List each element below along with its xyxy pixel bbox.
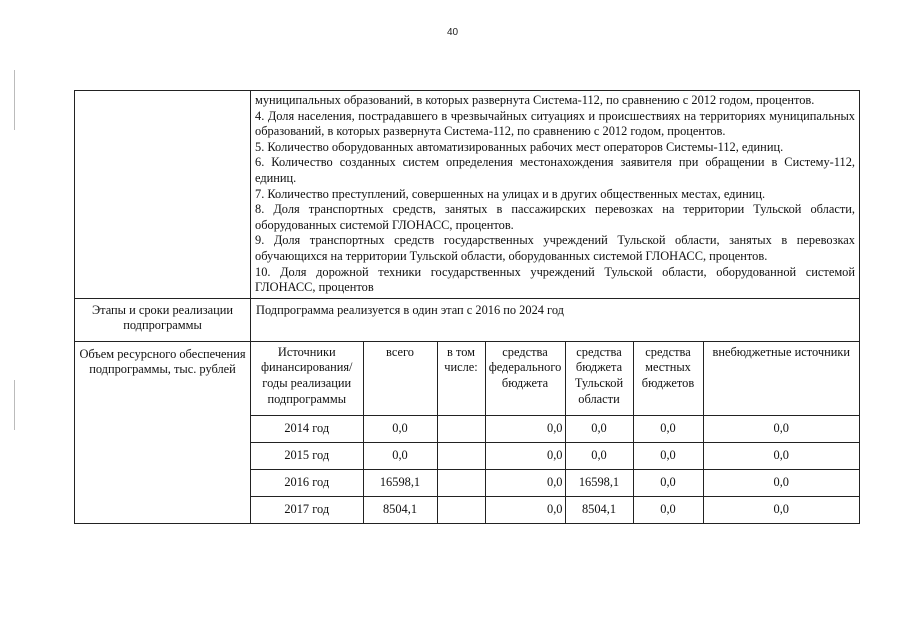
total-cell: 16598,1 xyxy=(363,469,437,496)
stages-label: Этапы и сроки реализации подпрограммы xyxy=(75,298,251,341)
local-cell: 0,0 xyxy=(633,469,703,496)
local-cell: 0,0 xyxy=(633,442,703,469)
extra-cell: 0,0 xyxy=(703,442,859,469)
finance-table xyxy=(251,342,859,523)
table-row xyxy=(251,496,859,523)
extra-cell: 0,0 xyxy=(703,415,859,442)
federal-cell: 0,0 xyxy=(485,415,565,442)
regional-cell: 8504,1 xyxy=(565,496,633,523)
including-cell xyxy=(437,469,485,496)
stages-row xyxy=(75,298,860,341)
regional-cell: 0,0 xyxy=(565,442,633,469)
header-regional: средства бюджета Тульской области xyxy=(565,342,633,416)
indicators-label-cell xyxy=(75,91,251,299)
extra-cell: 0,0 xyxy=(703,469,859,496)
indicator-item: 5. Количество оборудованных автоматизированных рабочих мест операторов Системы-112, единиц. xyxy=(255,139,784,154)
header-including: в том числе: xyxy=(437,342,485,416)
finance-cell xyxy=(251,341,860,523)
header-extra: внебюджетные источники xyxy=(703,342,859,416)
total-cell: 0,0 xyxy=(363,415,437,442)
table-row xyxy=(251,415,859,442)
scan-edge-mark xyxy=(14,70,15,130)
year-cell: 2017 год xyxy=(251,496,363,523)
including-cell xyxy=(437,415,485,442)
header-federal: средства федерального бюджета xyxy=(485,342,565,416)
indicator-item: 6. Количество созданных систем определения местонахождения заявителя при обращении в Систему-112, единиц. xyxy=(255,155,855,185)
page-number: 40 xyxy=(446,27,459,38)
indicator-item: 4. Доля населения, пострадавшего в чрезвычайных ситуациях и происшествиях на территориях муниципальных образований, в которых развернута Система-112, по сравнению с 2012 годом, процентов. xyxy=(255,108,855,139)
regional-cell: 0,0 xyxy=(565,415,633,442)
header-total: всего xyxy=(363,342,437,416)
indicator-item: 9. Доля транспортных средств государственных учреждений Тульской области, занятых в перевозках обучающихся на территории Тульской области, оборудованных системой ГЛОНАСС, процентов. xyxy=(255,233,855,263)
scan-edge-mark xyxy=(14,380,15,430)
federal-cell: 0,0 xyxy=(485,469,565,496)
table-row xyxy=(251,442,859,469)
local-cell: 0,0 xyxy=(633,496,703,523)
table-row xyxy=(251,469,859,496)
finance-header-row xyxy=(251,342,859,416)
indicators-row xyxy=(75,91,860,299)
federal-cell: 0,0 xyxy=(485,442,565,469)
finance-row xyxy=(75,341,860,523)
including-cell xyxy=(437,496,485,523)
year-cell: 2016 год xyxy=(251,469,363,496)
stages-value: Подпрограмма реализуется в один этап с 2016 по 2024 год xyxy=(251,298,860,341)
passport-table xyxy=(74,90,860,524)
indicators-cell xyxy=(251,91,860,299)
header-local: средства местных бюджетов xyxy=(633,342,703,416)
extra-cell: 0,0 xyxy=(703,496,859,523)
local-cell: 0,0 xyxy=(633,415,703,442)
indicator-item: 7. Количество преступлений, совершенных на улицах и в других общественных местах, единиц. xyxy=(255,186,766,201)
header-sources: Источники финансирования/ годы реализации подпрограммы xyxy=(251,342,363,416)
total-cell: 0,0 xyxy=(363,442,437,469)
indicator-item: 10. Доля дорожной техники государственных учреждений Тульской области, оборудованной системой ГЛОНАСС, процентов xyxy=(255,264,855,295)
year-cell: 2015 год xyxy=(251,442,363,469)
total-cell: 8504,1 xyxy=(363,496,437,523)
including-cell xyxy=(437,442,485,469)
federal-cell: 0,0 xyxy=(485,496,565,523)
finance-label: Объем ресурсного обеспечения подпрограммы, тыс. рублей xyxy=(75,341,251,523)
indicator-item: муниципальных образований, в которых развернута Система-112, по сравнению с 2012 годом, процентов. xyxy=(255,93,815,107)
year-cell: 2014 год xyxy=(251,415,363,442)
indicator-item: 8. Доля транспортных средств, занятых в пассажирских перевозках на территории Тульской области, оборудованных системой ГЛОНАСС, процентов. xyxy=(255,202,855,232)
regional-cell: 16598,1 xyxy=(565,469,633,496)
